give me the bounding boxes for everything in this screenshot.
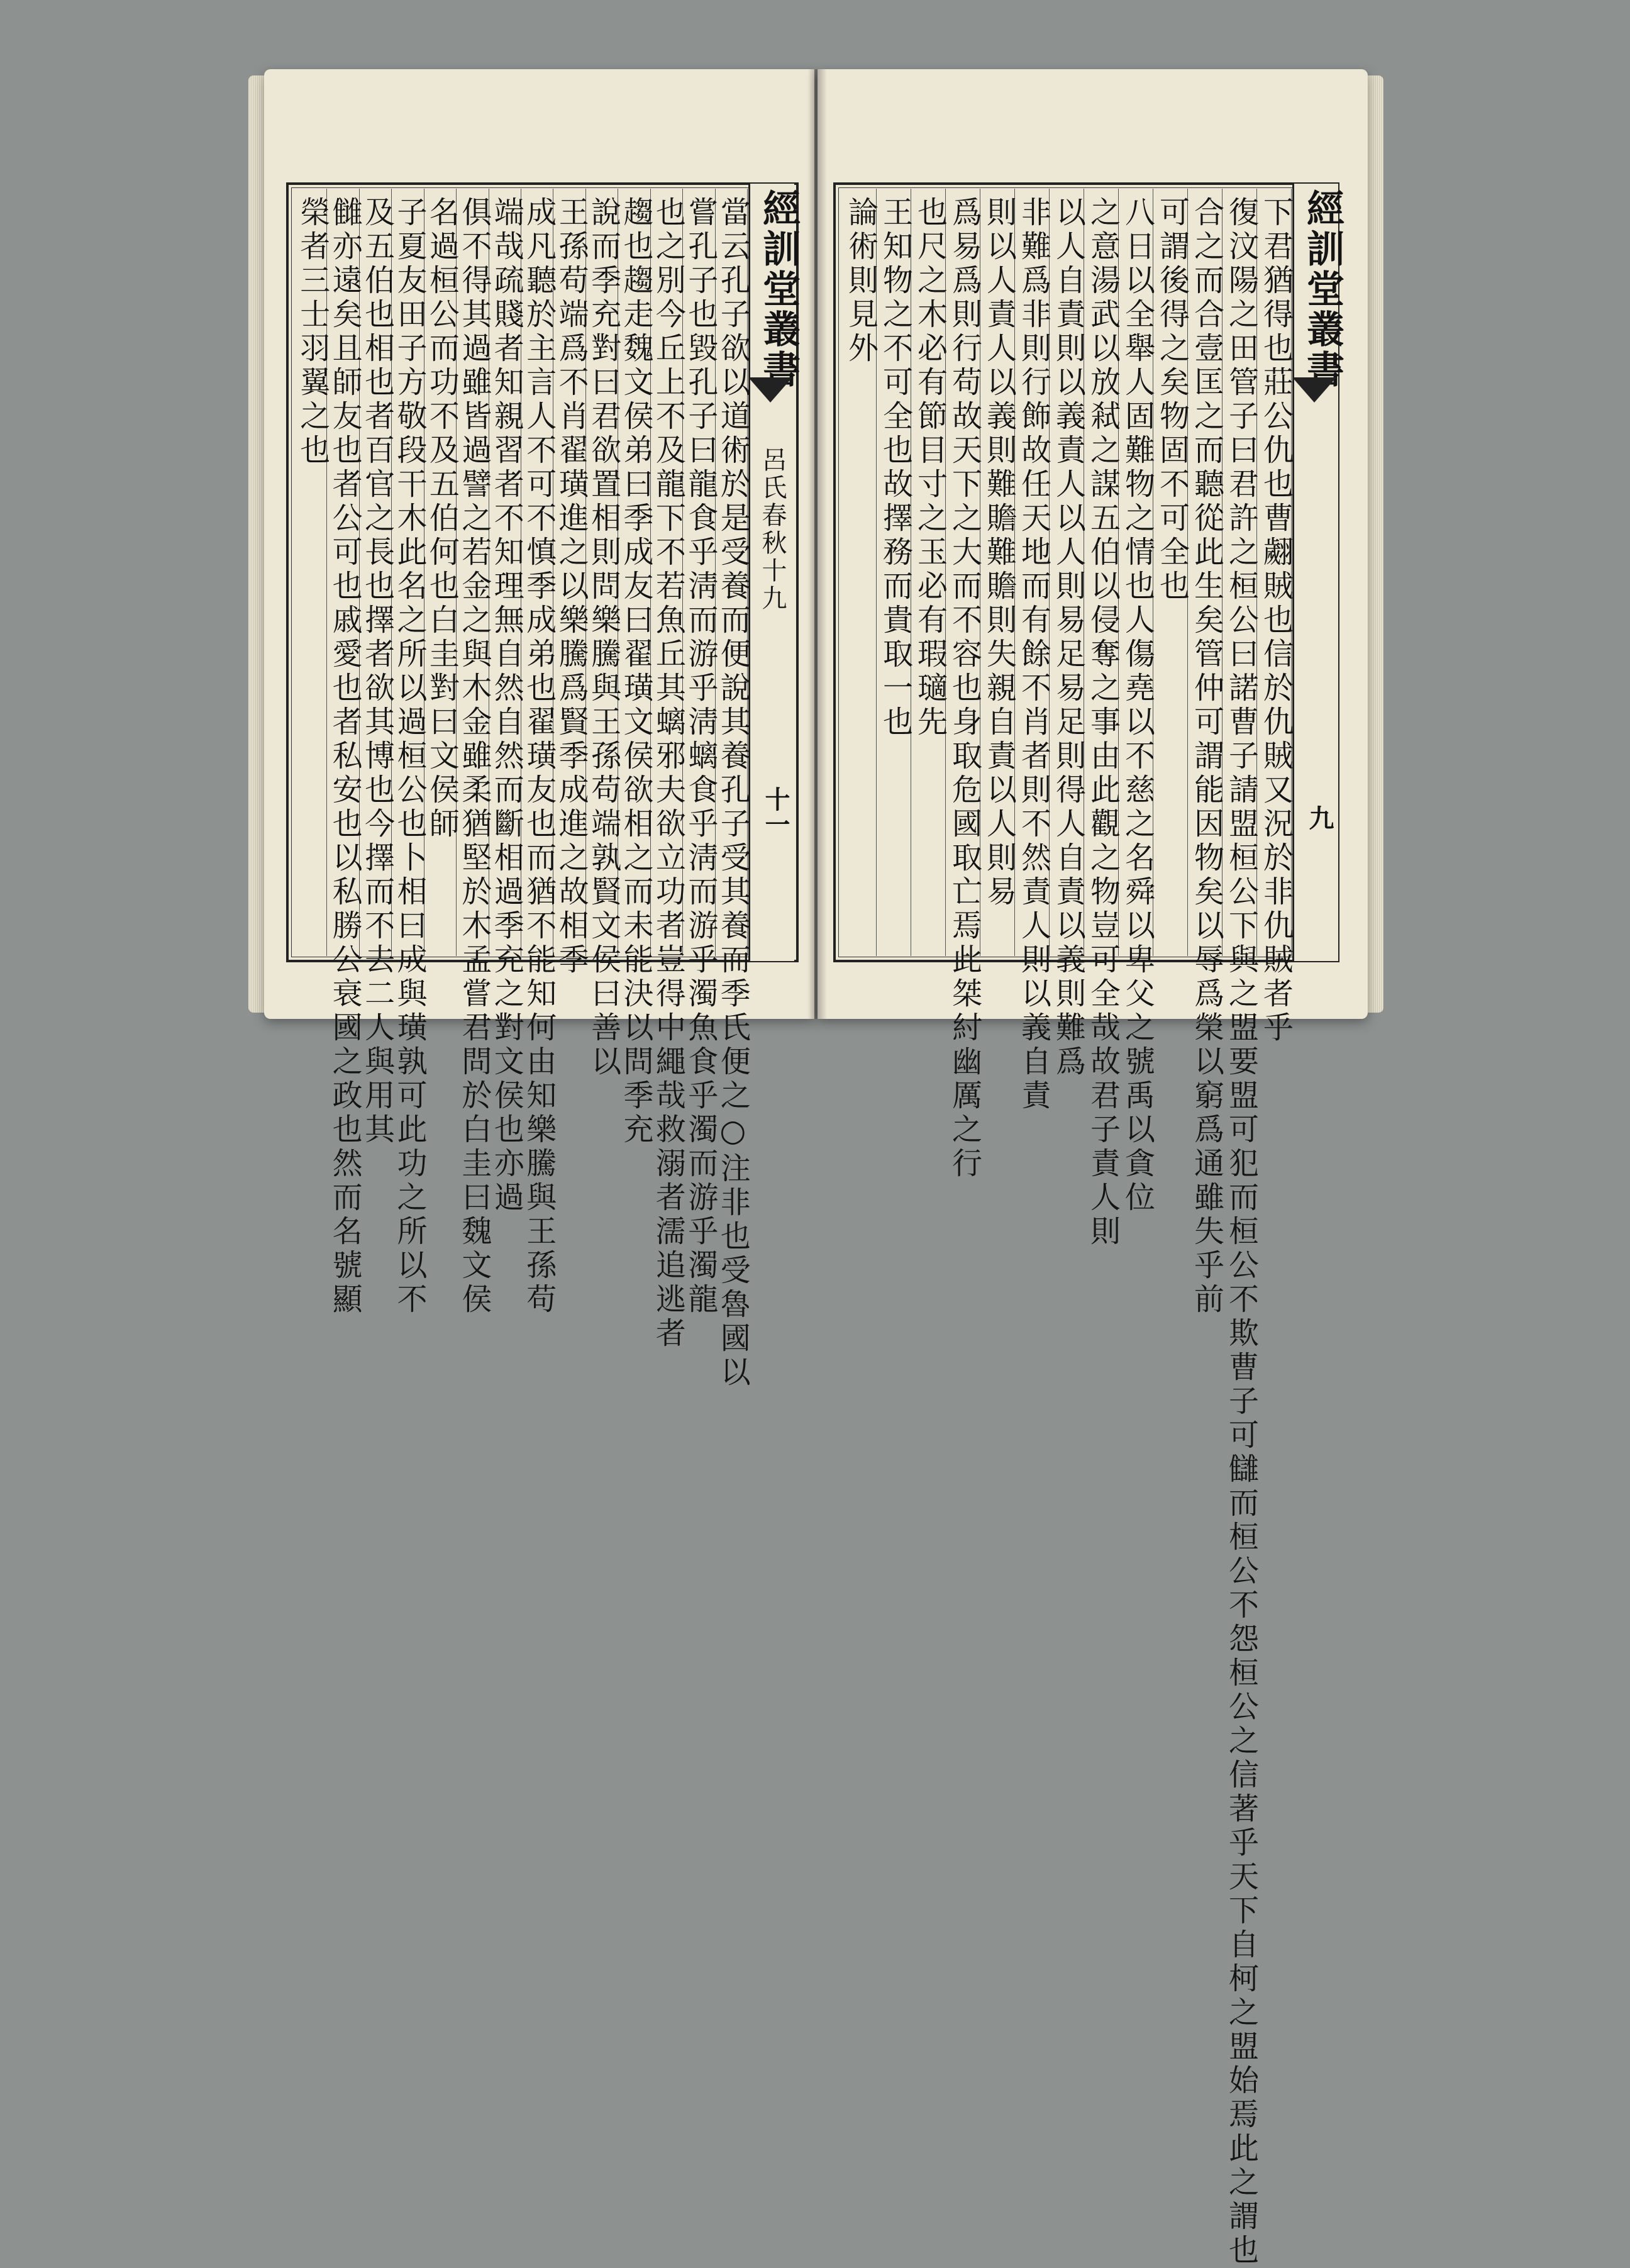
left-text-column: 當云孔子欲以道術於是受養而便說其養孔子受其養而季氏便之○注非也受魯國以 [715, 196, 751, 1390]
right-text-column: 也尺之木必有節目寸之玉必有瑕瓋先 [912, 196, 948, 740]
left-text-column: 趨也趨走魏文侯弟曰季成友曰翟璜文侯欲相之而未能決以問季充 [618, 196, 653, 1147]
book-gutter [808, 69, 827, 1019]
left-text-column: 王孫苟端爲不肖翟璜進之以樂騰爲賢季成進之故相季 [553, 196, 589, 977]
right-text-column: 合之而合壹匡之而聽從此生矣管仲可謂能因物矣以辱爲榮以窮爲通雖失乎前 [1189, 196, 1224, 1317]
right-text-column: 可謂後得之矣物固不可全也 [1154, 196, 1190, 604]
left-text-column: 及五伯也相也者百官之長也擇者欲其博也今擇而不去二人與用其 [359, 196, 395, 1147]
right-text-column: 爲易爲則行苟故天下之大而不容也身取危國取亡焉此桀紂幽厲之行 [946, 196, 982, 1181]
right-book-title: 經訓堂叢書 [1300, 189, 1344, 390]
left-page-number: 十一 [761, 786, 790, 837]
right-text-column: 則以人責人以義則難贍難贍則失親自責以人則易 [981, 196, 1017, 909]
right-fishtail-mark [1292, 377, 1336, 403]
right-text-column: 之意湯武以放弒之謀五伯以侵奪之事由此觀之物豈可全哉故君子責人則 [1085, 196, 1121, 1249]
left-text-column: 子夏友田子方敬段干木此名之所以過桓公也卜相曰成與璜孰可此功之所以不 [392, 196, 427, 1317]
right-text-column: 下君猶得也莊公仇也曹翽賊也信於仇賊又況於非仇賊者乎 [1258, 196, 1294, 1045]
left-text-column: 說而季充對曰君欲置相則問樂騰與王孫苟端孰賢文侯曰善以 [585, 196, 621, 1079]
right-text-column: 復汶陽之田管子曰君許之桓公曰諾曹子請盟桓公下與之盟要盟可犯而桓公不欺曹子可讎而桓公不怨桓公之信著乎天下自柯之盟始焉此之謂也 [1223, 196, 1259, 2268]
left-book-title: 經訓堂叢書 [757, 189, 801, 390]
right-text-column: 王知物之不可全也故擇務而貴取一也 [877, 196, 913, 740]
left-fishtail-mark [748, 377, 792, 403]
left-text-column: 嘗孔子也毀孔子曰龍食乎淸而游乎淸螭食乎淸而游乎濁魚食乎濁而游乎濁龍 [682, 196, 718, 1317]
left-text-column: 成凡聽於主言人不可不慎季成弟也翟璜友也而猶不能知何由知樂騰與王孫苟 [521, 196, 557, 1317]
right-text-column: 以人自責則以義責人以人則易足易足則得人自責以義則難爲 [1050, 196, 1086, 1079]
right-text-column: 非難爲非則行飾故任天地而有餘不肖者則不然責人則以義自責 [1016, 196, 1051, 1113]
left-sub-title: 呂氏春秋十九 [758, 447, 787, 613]
left-text-column: 端哉疏賤者知親習者不知理無自然自然而斷相過季充之對文侯也亦過 [489, 196, 524, 1215]
right-page-number: 九 [1305, 805, 1334, 830]
right-text-column: 八日以全舉人固難物之情也人傷堯以不慈之名舜以卑父之號禹以貪位 [1119, 196, 1155, 1215]
left-text-column: 俱不得其過雖皆過譬之若金之與木金雖柔猶堅於木孟嘗君問於白圭曰魏文侯 [456, 196, 492, 1317]
left-text-column: 榮者三士羽翼之也 [294, 196, 330, 468]
right-text-column: 論術則見外 [843, 196, 879, 366]
left-text-column: 也之別今丘上不及龍下不若魚丘其螭邪夫欲立功者豈得中繩哉救溺者濡追逃者 [650, 196, 686, 1351]
left-text-column: 名過桓公而功不及五伯何也白圭對曰文侯師 [424, 196, 460, 842]
left-text-column: 雠亦遠矣且師友也者公可也戚愛也者私安也以私勝公衰國之政也然而名號顯 [327, 196, 363, 1317]
